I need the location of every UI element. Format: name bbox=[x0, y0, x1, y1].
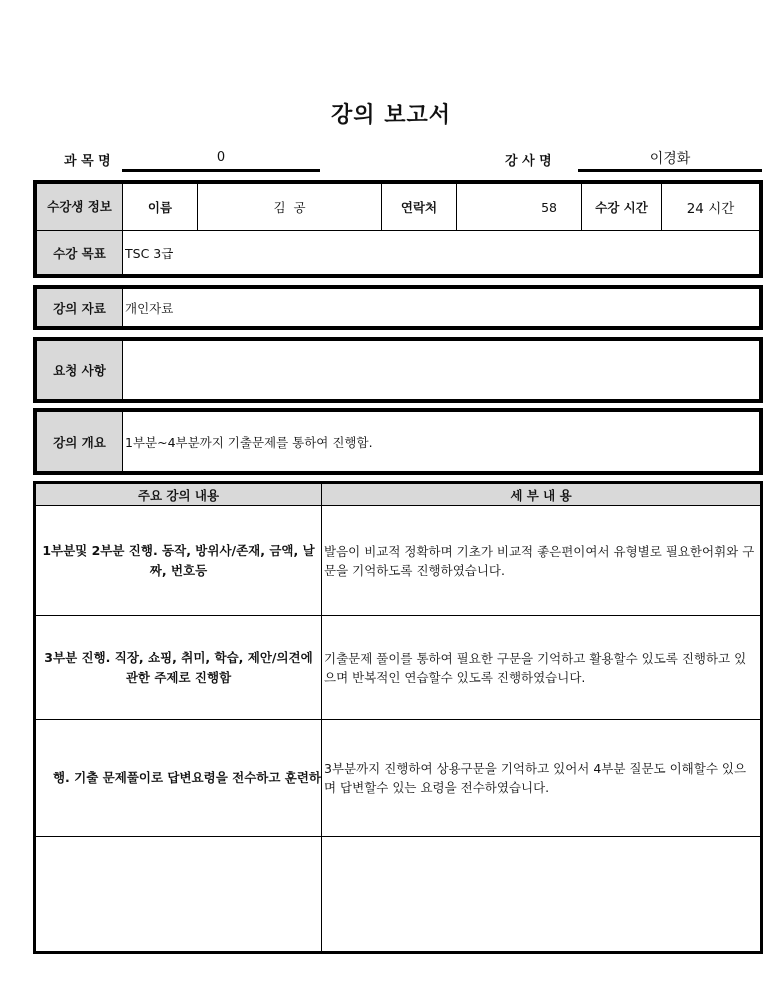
contact-value: 58 bbox=[457, 184, 582, 231]
topic-cell bbox=[36, 720, 322, 837]
table-row bbox=[36, 837, 761, 952]
name-label: 이름 bbox=[123, 184, 198, 231]
materials-value: 개인자료 bbox=[123, 289, 760, 327]
name-value: 김 공 bbox=[198, 184, 382, 231]
detail-cell bbox=[322, 837, 761, 952]
detail-cell: 3부분까지 진행하여 상용구문을 기억하고 있어서 4부분 질문도 이해할수 있으며 답변할수 있는 요령을 전수하였습니다. bbox=[322, 720, 761, 837]
goal-value: TSC 3급 bbox=[123, 231, 760, 275]
requests-value bbox=[123, 341, 760, 400]
overview-box bbox=[33, 408, 763, 475]
topic-cell: 3부분 진행. 직장, 쇼핑, 취미, 학습, 제안/의견에 관한 주제로 진행함 bbox=[36, 616, 322, 720]
student-info-box bbox=[33, 180, 763, 278]
overview-value: 1부분~4부분까지 기출문제를 통하여 진행함. bbox=[123, 412, 760, 472]
table-row bbox=[36, 616, 761, 720]
materials-box bbox=[33, 285, 763, 330]
detail-cell: 발음이 비교적 정확하며 기초가 비교적 좋은편이여서 유형별로 필요한어휘와 구문을 기억하도록 진행하였습니다. bbox=[322, 506, 761, 616]
course-label: 과 목 명 bbox=[64, 154, 111, 169]
detail-cell: 기출문제 풀이를 통하여 필요한 구문을 기억하고 활용할수 있도록 진행하고 있으며 반복적인 연습할수 있도록 진행하였습니다. bbox=[322, 616, 761, 720]
requests-label: 요청 사항 bbox=[37, 341, 123, 400]
overview-label: 강의 개요 bbox=[37, 412, 123, 472]
goal-label: 수강 목표 bbox=[37, 231, 123, 275]
course-value: 0 bbox=[122, 150, 320, 172]
requests-box bbox=[33, 337, 763, 403]
hours-value: 24 시간 bbox=[662, 184, 760, 231]
content-header-topic: 주요 강의 내용 bbox=[36, 484, 322, 506]
materials-label: 강의 자료 bbox=[37, 289, 123, 327]
topic-text: 행. 기출 문제풀이로 답변요령을 전수하고 훈련하 bbox=[52, 770, 321, 785]
table-row bbox=[36, 506, 761, 616]
student-section-label: 수강생 정보 bbox=[37, 184, 123, 231]
content-header-detail: 세 부 내 용 bbox=[322, 484, 761, 506]
contact-label: 연락처 bbox=[382, 184, 457, 231]
page-title: 강의 보고서 bbox=[331, 103, 451, 128]
topic-cell: 1부분및 2부분 진행. 동작, 방위사/존재, 금액, 날짜, 번호등 bbox=[36, 506, 322, 616]
hours-label: 수강 시간 bbox=[582, 184, 662, 231]
table-row bbox=[36, 720, 761, 837]
instructor-value: 이경화 bbox=[578, 148, 762, 172]
content-table bbox=[33, 481, 763, 954]
instructor-label: 강 사 명 bbox=[505, 154, 552, 169]
topic-cell bbox=[36, 837, 322, 952]
